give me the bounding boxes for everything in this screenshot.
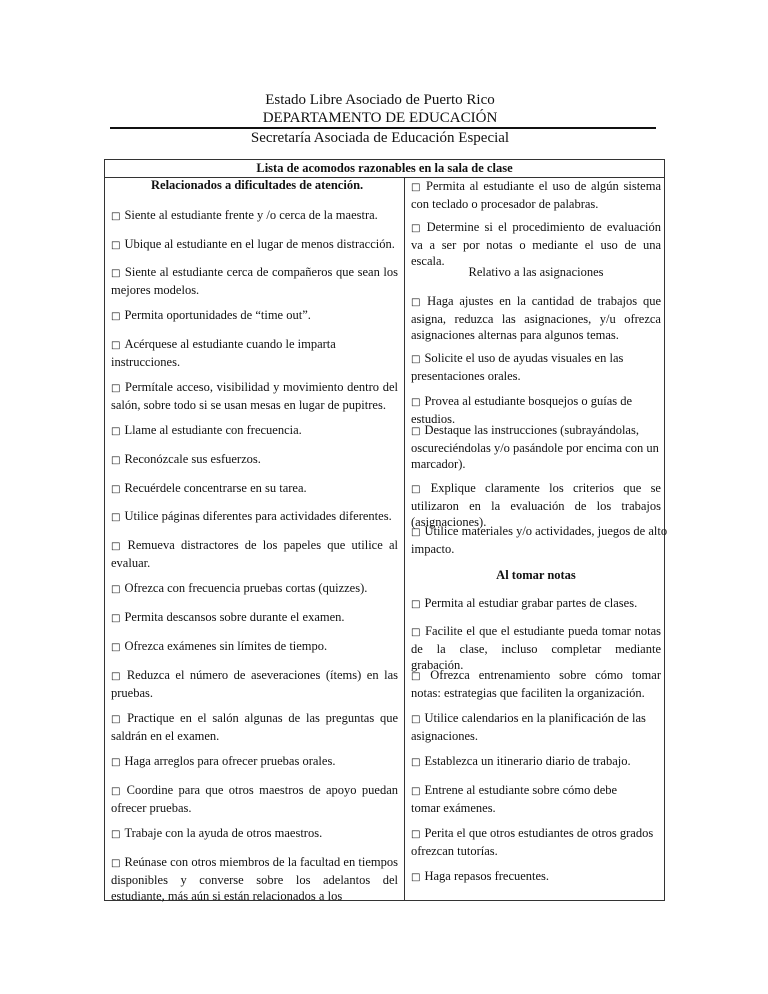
checkbox-icon: □ bbox=[111, 240, 121, 251]
checkbox-icon: □ bbox=[111, 484, 121, 495]
right-item-16 bbox=[411, 868, 661, 886]
right-item-15-text: Perita el que otros estudiantes de otros grados ofrezcan tutorías. bbox=[411, 826, 654, 858]
checkbox-icon: □ bbox=[411, 297, 424, 308]
left-item-7 bbox=[111, 422, 398, 440]
checkbox-icon: □ bbox=[411, 786, 421, 797]
left-item-17-text: Haga arreglos para ofrecer pruebas orales. bbox=[124, 754, 336, 768]
left-item-11-text: Remueva distractores de los papeles que utilice al evaluar. bbox=[111, 538, 399, 570]
header-line-3: Secretaría Asociada de Educación Especial bbox=[250, 130, 510, 146]
left-item-4-text: Permita oportunidades de “time out”. bbox=[124, 308, 311, 322]
right-item-1-text: Permita al estudiante el uso de algún sistema con teclado o procesador de palabras. bbox=[411, 179, 661, 211]
left-item-4 bbox=[111, 307, 398, 325]
checkbox-icon: □ bbox=[111, 613, 121, 624]
checkbox-icon: □ bbox=[411, 599, 421, 610]
table-title: Lista de acomodos razonables en la sala de clase bbox=[256, 161, 513, 175]
left-item-1-text: Siente al estudiante frente y /o cerca de la maestra. bbox=[124, 208, 378, 222]
checkbox-icon: □ bbox=[111, 455, 121, 466]
checkbox-icon: □ bbox=[111, 584, 121, 595]
right-item-4-text: Solicite el uso de ayudas visuales en las presentaciones orales. bbox=[411, 351, 624, 383]
checkbox-icon: □ bbox=[411, 757, 421, 768]
left-item-17 bbox=[111, 753, 398, 771]
left-item-10 bbox=[111, 508, 398, 526]
header-line-1: Estado Libre Asociado de Puerto Rico bbox=[265, 92, 495, 108]
checkbox-icon: □ bbox=[411, 872, 421, 883]
right-item-8 bbox=[411, 523, 683, 557]
left-item-12 bbox=[111, 580, 398, 598]
right-item-10 bbox=[411, 623, 661, 673]
left-item-10-text: Utilice páginas diferentes para actividades diferentes. bbox=[124, 509, 392, 523]
checkbox-icon: □ bbox=[111, 426, 121, 437]
right-item-2-text: Determine si el procedimiento de evaluación va a ser por notas o mediante el uso de una escala. bbox=[411, 220, 661, 268]
left-item-14 bbox=[111, 638, 398, 656]
section-notas: Al tomar notas bbox=[496, 568, 576, 582]
left-item-11 bbox=[111, 537, 398, 571]
right-item-9-text: Permita al estudiar grabar partes de clases. bbox=[424, 596, 638, 610]
right-item-9 bbox=[411, 595, 661, 613]
checkbox-icon: □ bbox=[111, 268, 121, 279]
left-item-8 bbox=[111, 451, 398, 469]
left-item-5 bbox=[111, 336, 351, 370]
left-item-2 bbox=[111, 236, 398, 254]
left-item-5-text: Acérquese al estudiante cuando le imparta instrucciones. bbox=[111, 337, 336, 369]
checkbox-icon: □ bbox=[111, 311, 121, 322]
checkbox-icon: □ bbox=[411, 671, 427, 682]
checkbox-icon: □ bbox=[411, 527, 421, 538]
left-item-2-text: Ubique al estudiante en el lugar de menos distracción. bbox=[124, 237, 395, 251]
right-item-12-text: Utilice calendarios en la planificación de las asignaciones. bbox=[411, 711, 646, 743]
right-item-1 bbox=[411, 178, 661, 212]
left-item-15 bbox=[111, 667, 398, 701]
header-line-2: DEPARTAMENTO DE EDUCACIÓN bbox=[262, 110, 498, 126]
right-item-16-text: Haga repasos frecuentes. bbox=[424, 869, 550, 883]
checkbox-icon: □ bbox=[111, 383, 121, 394]
checkbox-icon: □ bbox=[411, 627, 422, 638]
checkbox-icon: □ bbox=[411, 426, 421, 437]
right-item-4 bbox=[411, 350, 639, 384]
left-item-9-text: Recuérdele concentrarse en su tarea. bbox=[124, 481, 307, 495]
left-item-19-text: Trabaje con la ayuda de otros maestros. bbox=[124, 826, 323, 840]
right-item-11 bbox=[411, 667, 661, 701]
column-divider bbox=[404, 178, 405, 900]
right-item-10-text: Facilite el que el estudiante pueda tomar notas de la clase, incluso completar mediante grabación. bbox=[411, 624, 661, 672]
right-item-14 bbox=[411, 782, 645, 816]
left-item-7-text: Llame al estudiante con frecuencia. bbox=[124, 423, 302, 437]
right-item-12 bbox=[411, 710, 657, 744]
right-item-13 bbox=[411, 753, 661, 771]
left-item-13-text: Permita descansos sobre durante el examen. bbox=[124, 610, 345, 624]
right-item-3-text: Haga ajustes en la cantidad de trabajos que asigna, reduzca las asignaciones, y/u ofrezca asignaciones alternas para algunos temas. bbox=[411, 294, 662, 342]
left-item-14-text: Ofrezca exámenes sin límites de tiempo. bbox=[124, 639, 328, 653]
checkbox-icon: □ bbox=[111, 671, 123, 682]
checkbox-icon: □ bbox=[411, 182, 423, 193]
section-asignaciones: Relativo a las asignaciones bbox=[468, 265, 604, 279]
right-item-6-text: Destaque las instrucciones (subrayándolas, oscureciéndolas y/o pasándole por encima con un marcador). bbox=[411, 423, 659, 471]
checkbox-icon: □ bbox=[411, 354, 421, 365]
checkbox-icon: □ bbox=[111, 829, 121, 840]
right-item-11-text: Ofrezca entrenamiento sobre cómo tomar notas: estrategias que faciliten la organización. bbox=[411, 668, 661, 700]
left-item-20 bbox=[111, 854, 398, 904]
right-item-13-text: Establezca un itinerario diario de trabajo. bbox=[424, 754, 631, 768]
left-item-20-text: Reúnase con otros miembros de la facultad en tiempos disponibles y converse sobre los adelantos del estudiante, más aún si están relacionados a los bbox=[111, 855, 398, 903]
left-item-3 bbox=[111, 264, 398, 298]
left-item-19 bbox=[111, 825, 398, 843]
checkbox-icon: □ bbox=[111, 211, 121, 222]
checkbox-icon: □ bbox=[411, 829, 421, 840]
checkbox-icon: □ bbox=[111, 642, 121, 653]
checkbox-icon: □ bbox=[111, 757, 121, 768]
checkbox-icon: □ bbox=[111, 541, 124, 552]
left-item-6-text: Permítale acceso, visibilidad y movimiento dentro del salón, sobre todo si se usan mesas en lugar de pupitres. bbox=[111, 380, 398, 412]
left-column-heading: Relacionados a dificultades de atención. bbox=[151, 178, 364, 192]
left-item-3-text: Siente al estudiante cerca de compañeros que sean los mejores modelos. bbox=[111, 265, 398, 297]
right-item-7-text: Explique claramente los criterios que se utilizaron en la evaluación de los trabajos (asignaciones). bbox=[411, 481, 661, 529]
checkbox-icon: □ bbox=[411, 714, 421, 725]
left-item-1 bbox=[111, 207, 398, 225]
left-item-15-text: Reduzca el número de aseveraciones (ítems) en las pruebas. bbox=[111, 668, 398, 700]
right-item-14-text: Entrene al estudiante sobre cómo debe tomar exámenes. bbox=[411, 783, 618, 815]
checkbox-icon: □ bbox=[111, 512, 121, 523]
checkbox-icon: □ bbox=[111, 858, 121, 869]
accommodations-table bbox=[104, 159, 668, 903]
checkbox-icon: □ bbox=[111, 340, 121, 351]
left-item-12-text: Ofrezca con frecuencia pruebas cortas (quizzes). bbox=[124, 581, 368, 595]
right-item-2 bbox=[411, 219, 661, 269]
checkbox-icon: □ bbox=[411, 484, 427, 495]
header-rule bbox=[110, 127, 656, 129]
checkbox-icon: □ bbox=[411, 397, 421, 408]
right-item-15 bbox=[411, 825, 655, 859]
right-item-6 bbox=[411, 422, 677, 472]
checkbox-icon: □ bbox=[111, 786, 123, 797]
left-item-8-text: Reconózcale sus esfuerzos. bbox=[124, 452, 261, 466]
right-item-5-text: Provea al estudiante bosquejos o guías de estudios. bbox=[411, 394, 633, 426]
left-item-6 bbox=[111, 379, 398, 413]
checkbox-icon: □ bbox=[111, 714, 124, 725]
left-item-16 bbox=[111, 710, 398, 744]
checkbox-icon: □ bbox=[411, 223, 423, 234]
left-item-18 bbox=[111, 782, 398, 816]
left-item-13 bbox=[111, 609, 398, 627]
left-item-18-text: Coordine para que otros maestros de apoyo puedan ofrecer pruebas. bbox=[111, 783, 398, 815]
right-item-8-text: Utilice materiales y/o actividades, juegos de alto impacto. bbox=[411, 524, 668, 556]
left-item-16-text: Practique en el salón algunas de las preguntas que saldrán en el examen. bbox=[111, 711, 398, 743]
left-item-9 bbox=[111, 480, 398, 498]
right-item-3 bbox=[411, 293, 661, 343]
